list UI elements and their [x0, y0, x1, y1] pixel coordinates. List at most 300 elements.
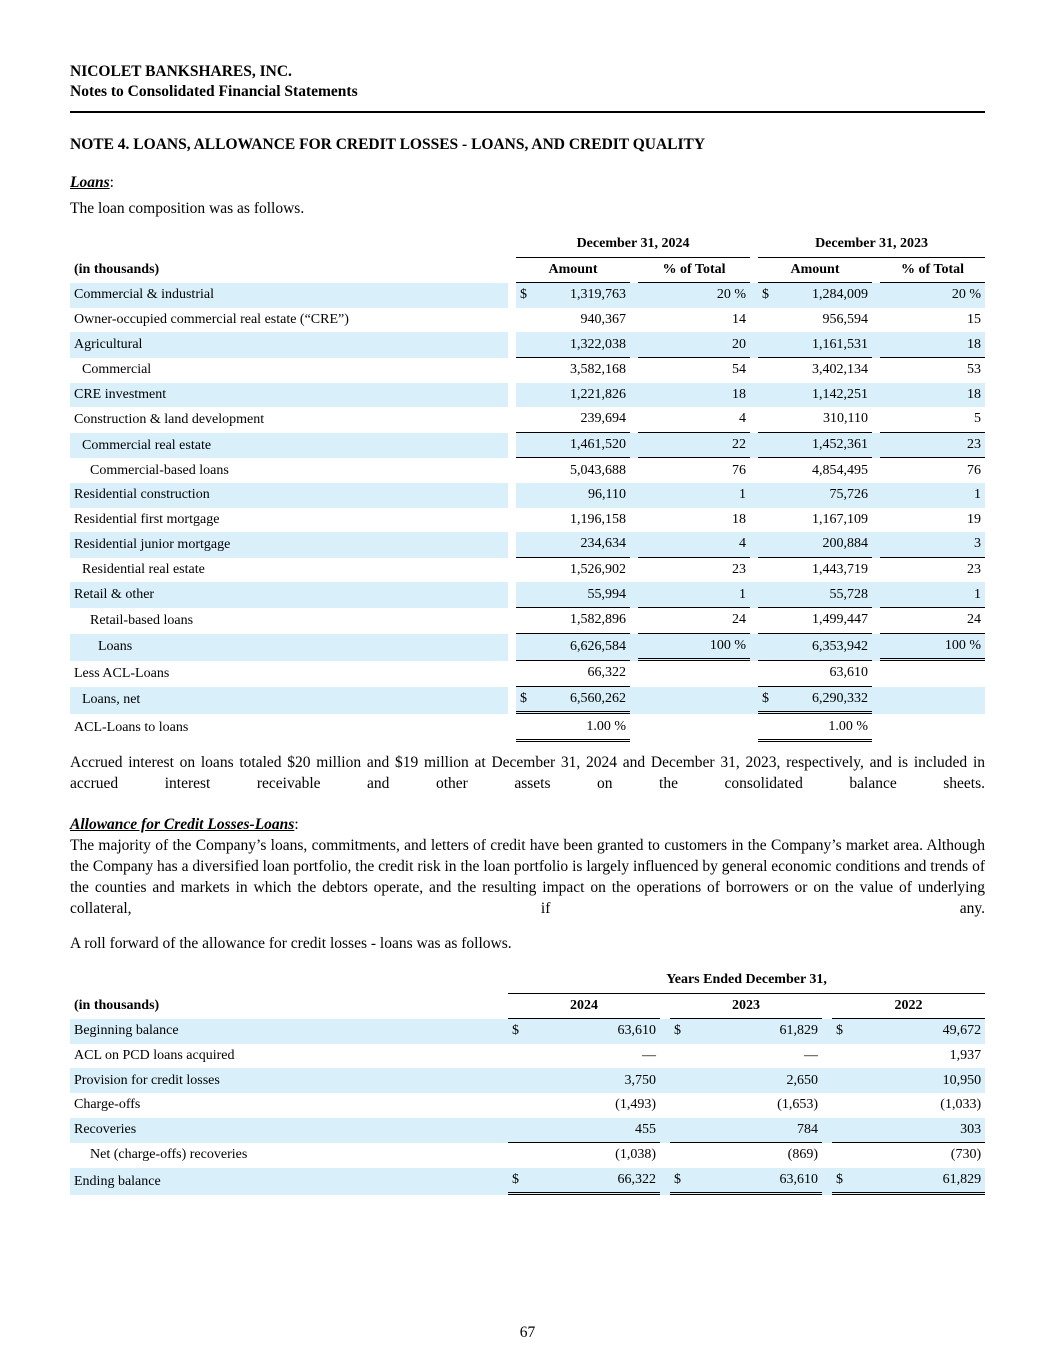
- pct-2023: [880, 661, 985, 687]
- table-row: [70, 558, 985, 583]
- pct-header-2023: % of Total: [880, 258, 985, 284]
- spacer: [872, 687, 880, 715]
- table-row: [70, 634, 985, 662]
- pct-2024: 18: [638, 383, 750, 408]
- note-title: NOTE 4. LOANS, ALLOWANCE FOR CREDIT LOSSES - LOANS, AND CREDIT QUALITY: [70, 136, 706, 153]
- loan-table-column-header: [70, 258, 985, 284]
- value-2023: 2,650: [692, 1068, 822, 1093]
- amount-2024: 1,461,520: [538, 433, 630, 459]
- spacer: [630, 332, 638, 358]
- spacer: [660, 1019, 670, 1044]
- dollar-sign: [516, 714, 538, 742]
- table-row: [70, 433, 985, 459]
- header-rule: [70, 111, 985, 113]
- pct-2023: 5: [880, 407, 985, 433]
- pct-2024: 23: [732, 562, 746, 578]
- pct-2024: 76: [732, 462, 746, 478]
- spacer: [630, 634, 638, 662]
- row-label: Retail & other: [70, 582, 508, 608]
- amount-2024: 1,526,902: [570, 562, 626, 578]
- spacer: [872, 308, 880, 333]
- row-label: ACL on PCD loans acquired: [74, 1048, 235, 1064]
- spacer: [872, 433, 880, 459]
- acl-table-column-header: [70, 994, 985, 1020]
- spacer: [508, 714, 516, 742]
- dollar-sign: [516, 332, 538, 358]
- dollar-sign: [758, 661, 780, 687]
- row-label: Charge-offs: [74, 1097, 141, 1113]
- amount-header-2023: Amount: [758, 258, 872, 284]
- amount-2023: 1,167,109: [812, 511, 868, 527]
- pct-2023: 15: [967, 312, 981, 328]
- dollar-sign: [832, 1044, 854, 1069]
- dollar-sign: [516, 634, 538, 662]
- spacer: [508, 458, 516, 483]
- dollar-sign: [832, 1143, 854, 1168]
- dollar-sign: [832, 1118, 854, 1144]
- row-label: Residential first mortgage: [74, 511, 220, 527]
- spacer: [630, 308, 638, 333]
- dollar-sign: [516, 532, 538, 558]
- spacer: [750, 433, 758, 459]
- spacer: [750, 483, 758, 508]
- table-row: [70, 687, 985, 715]
- table-row: [70, 1044, 985, 1069]
- spacer: [872, 661, 880, 687]
- row-label: Construction & land development: [74, 411, 265, 427]
- spacer: [872, 358, 880, 383]
- row-label: Provision for credit losses: [70, 1068, 508, 1093]
- dollar-sign: $: [670, 1168, 692, 1196]
- amount-2024: 1,582,896: [538, 608, 630, 634]
- spacer: [822, 1044, 832, 1069]
- spacer: [630, 458, 638, 483]
- spacer: [872, 714, 880, 742]
- pct-2023: 24: [880, 608, 985, 634]
- spacer: [750, 634, 758, 662]
- dollar-sign: $: [508, 1168, 530, 1196]
- amount-2023: 956,594: [822, 312, 868, 328]
- amount-header-2024: Amount: [516, 258, 630, 284]
- pct-2024: 4: [638, 407, 750, 433]
- amount-2023: 1,161,531: [780, 332, 872, 358]
- amount-2024: 96,110: [538, 483, 630, 508]
- spacer: [660, 1044, 670, 1069]
- dollar-sign: [758, 332, 780, 358]
- row-label: Less ACL-Loans: [74, 665, 170, 681]
- spacer: [508, 308, 516, 333]
- spacer: [872, 608, 880, 634]
- table-row: [70, 1068, 985, 1093]
- spacer: [872, 283, 880, 308]
- spacer: [822, 1068, 832, 1093]
- spacer: [508, 558, 516, 583]
- spacer: [630, 532, 638, 558]
- dollar-sign: $: [832, 1019, 854, 1044]
- acl-table-group-header: [70, 968, 985, 994]
- spacer: [630, 687, 638, 715]
- dollar-sign: [670, 1143, 692, 1168]
- page-number: 67: [519, 1324, 536, 1341]
- table-row: [70, 407, 985, 433]
- row-label: CRE investment: [70, 383, 508, 408]
- value-2022: (1,033): [940, 1097, 982, 1113]
- amount-2023: 1.00 %: [780, 714, 872, 742]
- spacer: [508, 383, 516, 408]
- table-row: [70, 661, 985, 687]
- spacer: [822, 1118, 832, 1144]
- amount-2024: 1,196,158: [570, 511, 626, 527]
- pct-2023: 1: [880, 582, 985, 608]
- table-row: [70, 1168, 985, 1196]
- value-2023: 61,829: [692, 1019, 822, 1044]
- row-label: Net (charge-offs) recoveries: [90, 1147, 248, 1163]
- amount-2024: 1,322,038: [538, 332, 630, 358]
- dollar-sign: [516, 358, 538, 383]
- spacer: [630, 283, 638, 308]
- pct-2023: 23: [967, 562, 981, 578]
- value-2023: 784: [692, 1118, 822, 1144]
- pct-2024: 20 %: [638, 283, 750, 308]
- dollar-sign: [508, 1093, 530, 1118]
- value-2023: (869): [787, 1147, 818, 1163]
- dollar-sign: [758, 582, 780, 608]
- value-2024: 3,750: [530, 1068, 660, 1093]
- value-2022: 1,937: [949, 1048, 982, 1064]
- amount-2024: 5,043,688: [570, 462, 626, 478]
- spacer: [872, 558, 880, 583]
- pct-2024: [638, 687, 750, 715]
- spacer: [750, 308, 758, 333]
- spacer: [872, 458, 880, 483]
- table-row: [70, 608, 985, 634]
- amount-2024: 239,694: [538, 407, 630, 433]
- pct-2023: 18: [880, 383, 985, 408]
- spacer: [508, 661, 516, 687]
- pct-2024: 54: [732, 362, 746, 378]
- value-2023: (1,653): [777, 1097, 818, 1113]
- dollar-sign: [516, 661, 538, 687]
- dollar-sign: [758, 714, 780, 742]
- row-label: Retail-based loans: [90, 612, 194, 628]
- value-2022: 61,829: [854, 1168, 985, 1196]
- dollar-sign: [516, 558, 538, 583]
- spacer: [508, 634, 516, 662]
- spacer: [872, 332, 880, 358]
- dollar-sign: [832, 1093, 854, 1118]
- dollar-sign: [758, 532, 780, 558]
- spacer: [750, 383, 758, 408]
- table-row: [70, 582, 985, 608]
- table-row: [70, 283, 985, 308]
- dollar-sign: [758, 308, 780, 333]
- row-label: Residential real estate: [82, 562, 205, 578]
- spacer: [630, 608, 638, 634]
- spacer: [660, 1168, 670, 1196]
- table-row: [70, 508, 985, 533]
- amount-2024: 1,221,826: [538, 383, 630, 408]
- dollar-sign: [758, 358, 780, 383]
- spacer: [750, 608, 758, 634]
- pct-2024: 1: [638, 483, 750, 508]
- table-row: [70, 714, 985, 742]
- pct-2023: 76: [967, 462, 981, 478]
- spacer: [750, 332, 758, 358]
- amount-2024: 940,367: [580, 312, 626, 328]
- amount-2023: 1,499,447: [780, 608, 872, 634]
- spacer: [508, 687, 516, 715]
- amount-2024: 66,322: [538, 661, 630, 687]
- amount-2023: 6,353,942: [780, 634, 872, 662]
- amount-2023: 3,402,134: [812, 362, 868, 378]
- row-label: Residential construction: [70, 483, 508, 508]
- dollar-sign: $: [832, 1168, 854, 1196]
- dollar-sign: [758, 383, 780, 408]
- spacer: [750, 508, 758, 533]
- spacer: [660, 1143, 670, 1168]
- value-2023: —: [804, 1048, 818, 1064]
- dollar-sign: [670, 1118, 692, 1144]
- amount-2024: 3,582,168: [570, 362, 626, 378]
- pct-2024: 18: [732, 511, 746, 527]
- spacer: [872, 508, 880, 533]
- amount-2023: 6,290,332: [780, 687, 872, 715]
- pct-2023: 3: [880, 532, 985, 558]
- pct-2023: 18: [880, 332, 985, 358]
- loans-heading: Loans:: [70, 174, 114, 191]
- spacer: [508, 582, 516, 608]
- dollar-sign: [670, 1044, 692, 1069]
- spacer: [508, 358, 516, 383]
- spacer: [872, 383, 880, 408]
- spacer: [750, 687, 758, 715]
- row-label: Beginning balance: [70, 1019, 508, 1044]
- value-2022: 49,672: [854, 1019, 985, 1044]
- pct-2024: [638, 714, 750, 742]
- value-2024: —: [642, 1048, 656, 1064]
- acl-intro: A roll forward of the allowance for credit losses - loans was as follows.: [70, 935, 512, 952]
- acl-label-header: (in thousands): [74, 998, 160, 1014]
- table-row: [70, 332, 985, 358]
- dollar-sign: [516, 608, 538, 634]
- spacer: [630, 661, 638, 687]
- amount-2023: 200,884: [780, 532, 872, 558]
- pct-header-2024: % of Total: [638, 258, 750, 284]
- pct-2024: 20: [638, 332, 750, 358]
- amount-2023: 4,854,495: [812, 462, 868, 478]
- spacer: [872, 483, 880, 508]
- value-2022: (730): [950, 1147, 982, 1163]
- dollar-sign: [832, 1068, 854, 1093]
- pct-2023: [880, 687, 985, 715]
- table-row: [70, 532, 985, 558]
- dollar-sign: [516, 458, 538, 483]
- table-row: [70, 1019, 985, 1044]
- amount-2023: 310,110: [780, 407, 872, 433]
- dollar-sign: [758, 458, 780, 483]
- spacer: [630, 358, 638, 383]
- spacer: [822, 1143, 832, 1168]
- dollar-sign: [758, 508, 780, 533]
- value-2024: (1,493): [615, 1097, 656, 1113]
- amount-2024: 1,319,763: [538, 283, 630, 308]
- amount-2024: 1.00 %: [538, 714, 630, 742]
- spacer: [508, 283, 516, 308]
- pct-2024: [638, 661, 750, 687]
- dollar-sign: [670, 1068, 692, 1093]
- spacer: [508, 332, 516, 358]
- spacer: [630, 582, 638, 608]
- acl-rollforward-table: [70, 968, 985, 1195]
- row-label: Loans: [70, 634, 508, 662]
- row-label: Commercial: [82, 362, 152, 378]
- table-row: [70, 358, 985, 383]
- amount-2023: 1,452,361: [780, 433, 872, 459]
- row-label: Loans, net: [70, 687, 508, 715]
- amount-2024: 6,560,262: [538, 687, 630, 715]
- spacer: [508, 433, 516, 459]
- amount-2024: 55,994: [538, 582, 630, 608]
- spacer: [750, 714, 758, 742]
- spacer: [872, 582, 880, 608]
- dollar-sign: [758, 558, 780, 583]
- value-2024: (1,038): [615, 1147, 656, 1163]
- table-row: [70, 458, 985, 483]
- dollar-sign: [516, 433, 538, 459]
- pct-2024: 14: [732, 312, 746, 328]
- pct-2023: 1: [880, 483, 985, 508]
- dollar-sign: [508, 1118, 530, 1144]
- value-2022: 303: [854, 1118, 985, 1144]
- dollar-sign: [516, 582, 538, 608]
- spacer: [872, 407, 880, 433]
- row-label: Commercial real estate: [70, 433, 508, 459]
- row-label: Commercial & industrial: [70, 283, 508, 308]
- pct-2024: 100 %: [638, 634, 750, 662]
- row-label: ACL-Loans to loans: [74, 720, 189, 736]
- value-2024: 455: [530, 1118, 660, 1144]
- year-header-2024: 2024: [508, 994, 660, 1020]
- row-label: Residential junior mortgage: [70, 532, 508, 558]
- acl-paragraph: The majority of the Company’s loans, commitments, and letters of credit have been granted to customers in the Company’s market area. Although the Company has a diversified loan portfolio, the credit risk in the loan portfolio is largely influenced by general economic conditions and trends of the counties and markets in which the debtors operate, and the resulting impact on the operations of borrowers or on the value of underlying collateral, if any.: [70, 837, 985, 917]
- year-header-2022: 2022: [832, 994, 985, 1020]
- dollar-sign: [516, 308, 538, 333]
- year-header-2023: 2023: [670, 994, 822, 1020]
- dollar-sign: $: [758, 687, 780, 715]
- spacer: [630, 383, 638, 408]
- spacer: [508, 483, 516, 508]
- table-row: [70, 483, 985, 508]
- pct-2024: 1: [638, 582, 750, 608]
- dollar-sign: [670, 1093, 692, 1118]
- spacer: [750, 558, 758, 583]
- spacer: [508, 608, 516, 634]
- dollar-sign: [516, 483, 538, 508]
- dollar-sign: $: [508, 1019, 530, 1044]
- acl-heading: Allowance for Credit Losses-Loans:: [70, 816, 299, 833]
- table-row: [70, 308, 985, 333]
- spacer: [508, 532, 516, 558]
- pct-2023: [880, 714, 985, 742]
- dollar-sign: $: [670, 1019, 692, 1044]
- col-group-2023: December 31, 2023: [758, 232, 985, 258]
- dollar-sign: [758, 407, 780, 433]
- spacer: [508, 508, 516, 533]
- spacer: [750, 283, 758, 308]
- pct-2024: 4: [638, 532, 750, 558]
- dollar-sign: [516, 508, 538, 533]
- spacer: [660, 1118, 670, 1144]
- label-header: (in thousands): [74, 262, 160, 278]
- dollar-sign: [516, 407, 538, 433]
- pct-2023: 53: [967, 362, 981, 378]
- dollar-sign: [758, 433, 780, 459]
- spacer: [508, 407, 516, 433]
- spacer: [630, 407, 638, 433]
- spacer: [750, 582, 758, 608]
- row-label: Owner-occupied commercial real estate (“CRE”): [74, 312, 349, 328]
- loans-intro: The loan composition was as follows.: [70, 200, 305, 217]
- dollar-sign: [516, 383, 538, 408]
- amount-2023: 1,284,009: [780, 283, 872, 308]
- spacer: [630, 433, 638, 459]
- row-label: Recoveries: [70, 1118, 508, 1144]
- value-2024: 66,322: [530, 1168, 660, 1196]
- value-2024: 63,610: [530, 1019, 660, 1044]
- dollar-sign: $: [516, 283, 538, 308]
- amount-2023: 63,610: [780, 661, 872, 687]
- spacer: [872, 532, 880, 558]
- dollar-sign: [508, 1044, 530, 1069]
- amount-2023: 55,728: [780, 582, 872, 608]
- spacer: [750, 458, 758, 483]
- pct-2023: 19: [967, 511, 981, 527]
- spacer: [630, 508, 638, 533]
- pct-2024: 22: [638, 433, 750, 459]
- spacer: [872, 634, 880, 662]
- pct-2023: 23: [880, 433, 985, 459]
- table-row: [70, 1143, 985, 1168]
- spacer: [750, 407, 758, 433]
- dollar-sign: [758, 608, 780, 634]
- spacer: [660, 1068, 670, 1093]
- amount-2023: 1,142,251: [780, 383, 872, 408]
- loan-table-group-header: [70, 232, 985, 258]
- row-label: Agricultural: [70, 332, 508, 358]
- dollar-sign: [758, 483, 780, 508]
- spacer: [660, 1093, 670, 1118]
- dollar-sign: $: [516, 687, 538, 715]
- amount-2024: 6,626,584: [538, 634, 630, 662]
- table-row: [70, 1093, 985, 1118]
- company-name: NICOLET BANKSHARES, INC.: [70, 63, 292, 80]
- spacer: [822, 1093, 832, 1118]
- table-row: [70, 383, 985, 408]
- spacer: [750, 532, 758, 558]
- amount-2024: 234,634: [538, 532, 630, 558]
- table-row: [70, 1118, 985, 1144]
- dollar-sign: $: [758, 283, 780, 308]
- dollar-sign: [508, 1143, 530, 1168]
- loan-composition-table: [70, 232, 985, 742]
- row-label: Ending balance: [70, 1168, 508, 1196]
- spacer: [750, 358, 758, 383]
- pct-2024: 24: [638, 608, 750, 634]
- spacer: [630, 558, 638, 583]
- amount-2023: 1,443,719: [812, 562, 868, 578]
- row-label: Commercial-based loans: [90, 462, 229, 478]
- spacer: [822, 1168, 832, 1196]
